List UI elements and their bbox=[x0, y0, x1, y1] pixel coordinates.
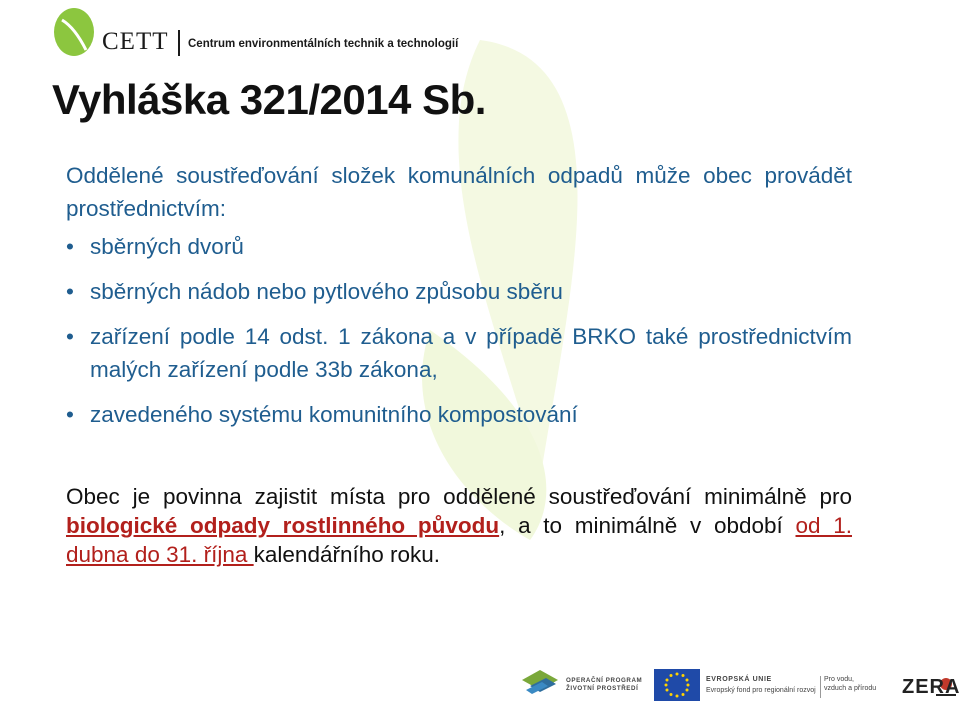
pro-vodu-text: Pro vodu, vzduch a přírodu bbox=[824, 676, 877, 692]
op-zp-logo-icon bbox=[522, 670, 558, 694]
op-program-text: OPERAČNÍ PROGRAM ŽIVOTNÍ PROSTŘEDÍ bbox=[566, 677, 643, 692]
obligation-text-1: Obec je povinna zajistit místa pro oddělené soustřeďování minimálně pro bbox=[66, 484, 852, 509]
intro-text: Oddělené soustřeďování složek komunálních odpadů může obec provádět prostřednictvím: bbox=[66, 163, 852, 221]
list-item: • sběrných nádob nebo pytlového způsobu sběru bbox=[66, 275, 852, 308]
erdf-text: Evropský fond pro regionální rozvoj bbox=[706, 687, 816, 694]
footer-logos bbox=[0, 655, 960, 707]
zera-logo-text: ZERA bbox=[902, 676, 960, 698]
method-list bbox=[66, 230, 852, 431]
page-title: Vyhláška 321/2014 Sb. bbox=[52, 76, 486, 123]
highlight-biowaste: biologické odpady rostlinného původu bbox=[66, 513, 500, 538]
eu-text: EVROPSKÁ UNIE bbox=[706, 676, 772, 683]
eu-flag-icon bbox=[654, 669, 700, 701]
list-item: • zavedeného systému komunitního kompostování bbox=[66, 398, 852, 431]
header-divider bbox=[178, 30, 180, 56]
highlight-period: od 1. dubna do 31. října bbox=[66, 513, 852, 567]
header-subtitle: Centrum environmentálních technik a technologií bbox=[188, 38, 459, 50]
main-content bbox=[66, 159, 852, 443]
list-item: • zařízení podle 14 odst. 1 zákona a v případě BRKO také prostřednictvím malých zařízení podle 33b zákona, bbox=[66, 320, 852, 386]
obligation-text-2: , a to minimálně v období bbox=[499, 513, 796, 538]
list-item: • sběrných dvorů bbox=[66, 230, 852, 263]
footer-divider bbox=[820, 676, 821, 698]
obligation-text-3: kalendářního roku. bbox=[253, 542, 441, 567]
obligation-paragraph bbox=[66, 482, 852, 569]
logo-text: CETT bbox=[102, 28, 169, 55]
